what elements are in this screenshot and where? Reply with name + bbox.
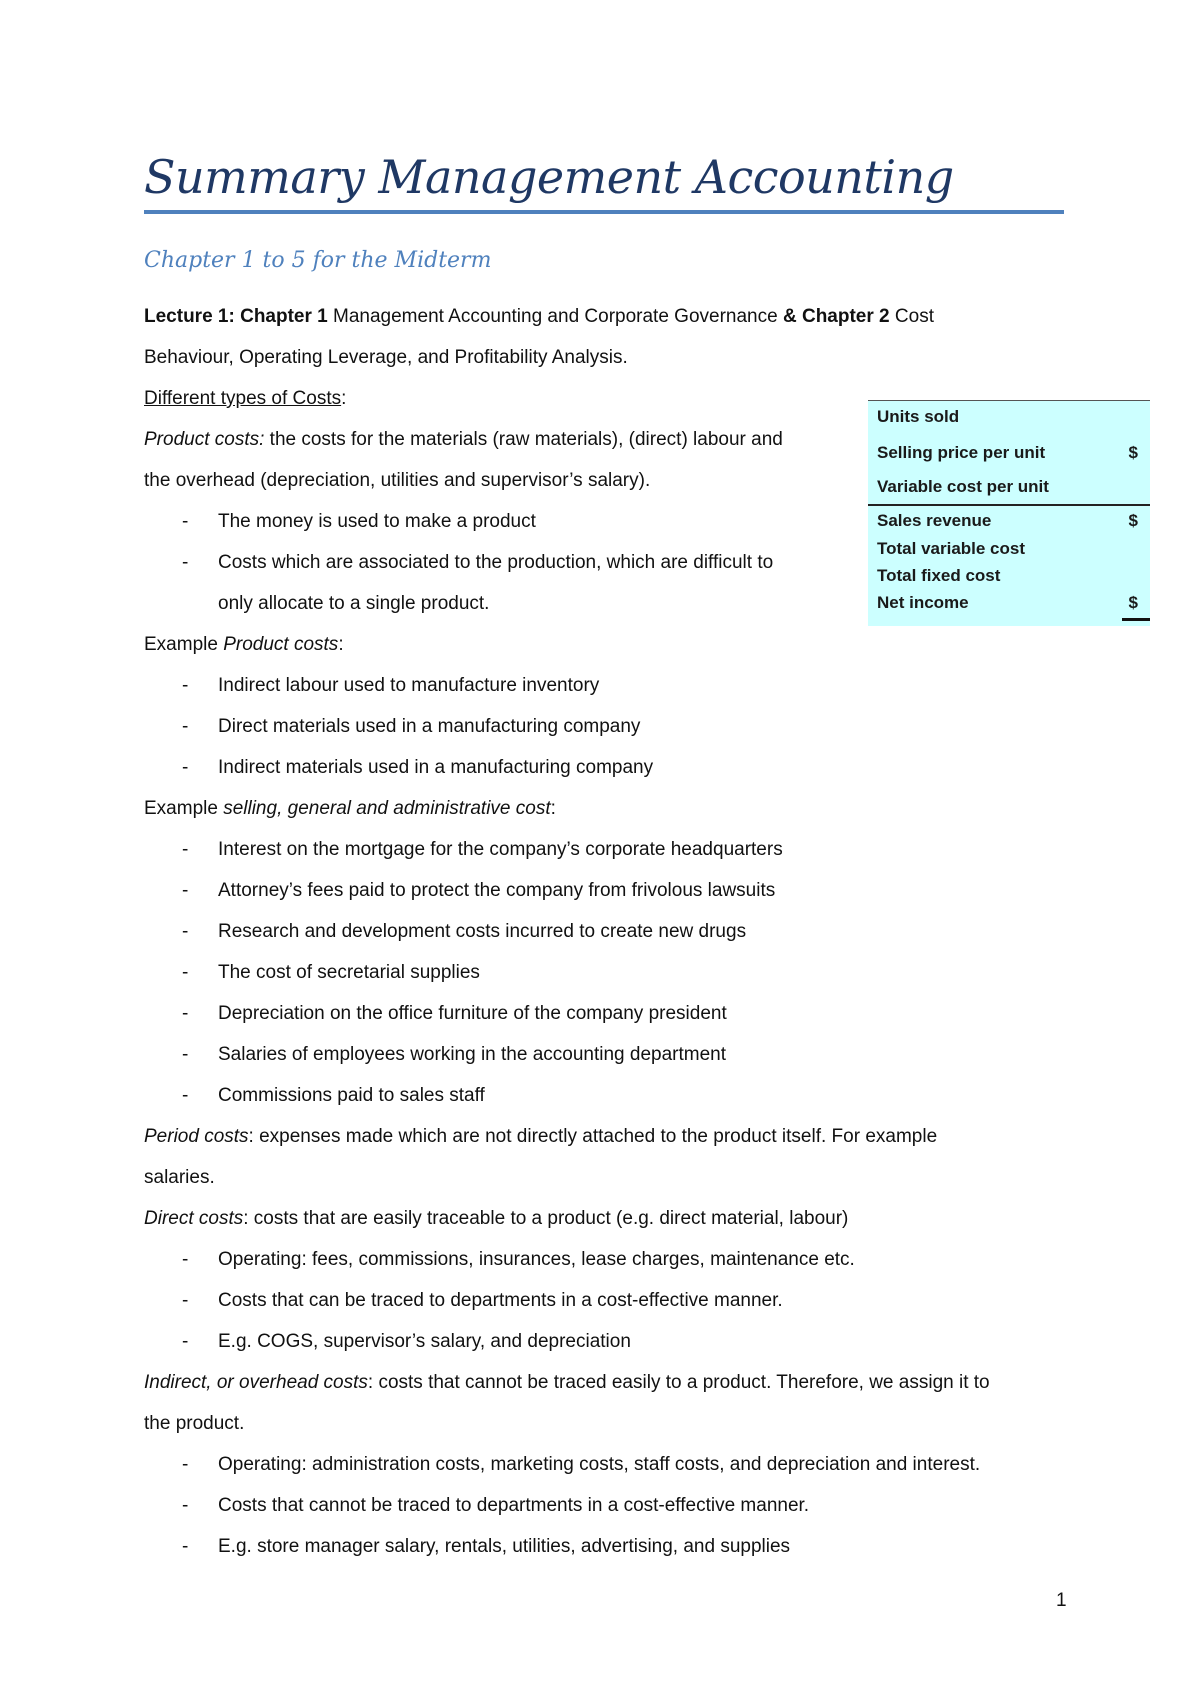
example-prefix: Example [144, 798, 224, 819]
example-product-heading [144, 624, 1074, 665]
list-item-text: Operating: administration costs, marketing costs, staff costs, and depreciation and interest. [218, 1454, 981, 1475]
list-dash: - [182, 1454, 189, 1475]
table-row-value: $ [1128, 593, 1138, 612]
list-item [144, 1239, 1074, 1280]
list-item [144, 1321, 1074, 1362]
list-dash: - [182, 1044, 189, 1065]
list-item-text: Research and development costs incurred to create new drugs [218, 921, 747, 942]
types-heading: Different types of Costs: [144, 388, 347, 409]
example-suffix: : [338, 634, 344, 655]
list-dash: - [182, 1003, 189, 1024]
list-item-text: Attorney’s fees paid to protect the company from frivolous lawsuits [218, 880, 776, 901]
list-dash: - [182, 921, 189, 942]
table-row-label: Selling price per unit [877, 443, 1046, 462]
table-row [877, 404, 1141, 430]
table-row [877, 440, 1141, 466]
list-item-text: The money is used to make a product [218, 511, 536, 532]
period-costs-line1 [144, 1116, 1074, 1157]
list-item [144, 1075, 1074, 1116]
example-product-term: Product costs [223, 634, 339, 655]
list-item [144, 1526, 1074, 1567]
list-item [144, 993, 1074, 1034]
table-row-label: Units sold [877, 407, 960, 426]
net-income-double-underline [1122, 618, 1150, 621]
table-row-value: $ [1128, 443, 1138, 462]
product-costs-def-line2: the overhead (depreciation, utilities and supervisor’s salary). [144, 470, 651, 491]
list-dash: - [182, 675, 189, 696]
example-suffix: : [550, 798, 556, 819]
list-item-text: Commissions paid to sales staff [218, 1085, 485, 1106]
list-dash: - [182, 716, 189, 737]
list-dash: - [182, 1331, 189, 1352]
list-item-text: Costs which are associated to the production, which are difficult to [218, 552, 774, 573]
list-item [144, 870, 1074, 911]
page-number: 1 [1056, 1590, 1067, 1611]
ampersand: & [782, 306, 797, 327]
lecture-heading-line2: Behaviour, Operating Leverage, and Profitability Analysis. [144, 347, 628, 368]
product-costs-def-line1 [144, 419, 844, 460]
types-heading-text: Different types of Costs [144, 388, 342, 409]
list-dash: - [182, 839, 189, 860]
list-item [144, 829, 1074, 870]
direct-costs-term: Direct costs [144, 1208, 244, 1229]
list-item [144, 1485, 1074, 1526]
list-item-text: Direct materials used in a manufacturing company [218, 716, 641, 737]
list-item [144, 501, 918, 542]
list-item [144, 952, 1074, 993]
period-costs-def-text1: : expenses made which are not directly attached to the product itself. For example [248, 1126, 938, 1147]
lecture-heading-line1 [144, 296, 1074, 337]
list-item [144, 1280, 1074, 1321]
list-dash: - [182, 1536, 189, 1557]
period-costs-term: Period costs [144, 1126, 249, 1147]
list-item-text: Depreciation on the office furniture of the company president [218, 1003, 727, 1024]
list-item-text: Indirect materials used in a manufacturing company [218, 757, 654, 778]
list-item [144, 747, 1074, 788]
list-dash: - [182, 552, 189, 573]
example-prefix: Example [144, 634, 224, 655]
table-row [877, 536, 1141, 562]
product-costs-term: Product costs: [144, 429, 265, 450]
list-item-text: E.g. store manager salary, rentals, utilities, advertising, and supplies [218, 1536, 791, 1557]
list-item [144, 706, 1074, 747]
list-item-text: Indirect labour used to manufacture inventory [218, 675, 600, 696]
chapter2-label: Chapter 2 [796, 306, 890, 327]
period-costs-line2: salaries. [144, 1167, 215, 1188]
product-costs-def-text1: the costs for the materials (raw materials), (direct) labour and [264, 429, 783, 450]
chapter2-title-part1: Cost [889, 306, 934, 327]
example-sga-heading [144, 788, 1074, 829]
list-dash: - [182, 880, 189, 901]
title-underline [144, 210, 1064, 214]
table-row-label: Net income [877, 593, 969, 612]
indirect-costs-def-text1: : costs that cannot be traced easily to a product. Therefore, we assign it to [367, 1372, 990, 1393]
document-title: Summary Management Accounting [144, 150, 954, 204]
table-row-label: Variable cost per unit [877, 477, 1049, 496]
list-item-continuation: only allocate to a single product. [218, 593, 490, 614]
chapter1-title: Management Accounting and Corporate Governance [327, 306, 783, 327]
table-row-value: $ [1128, 511, 1138, 530]
list-item [144, 1034, 1074, 1075]
direct-costs-def: : costs that are easily traceable to a product (e.g. direct material, labour) [243, 1208, 849, 1229]
list-item [144, 542, 918, 583]
table-row-label: Total variable cost [877, 539, 1026, 558]
table-row-label: Total fixed cost [877, 566, 1001, 585]
list-dash: - [182, 962, 189, 983]
list-dash: - [182, 1249, 189, 1270]
list-item-text: Costs that cannot be traced to departments in a cost-effective manner. [218, 1495, 810, 1516]
list-item [144, 1444, 1074, 1485]
list-item-text: Operating: fees, commissions, insurances, lease charges, maintenance etc. [218, 1249, 855, 1270]
chapter1-label: Chapter 1 [240, 306, 328, 327]
indirect-costs-line2: the product. [144, 1413, 245, 1434]
table-row-label: Sales revenue [877, 511, 992, 530]
list-item-text: Costs that can be traced to departments in a cost-effective manner. [218, 1290, 783, 1311]
lecture-label: Lecture 1: [144, 306, 235, 327]
table-top-rule [868, 400, 1150, 401]
table-row [877, 474, 1141, 500]
list-item-text: The cost of secretarial supplies [218, 962, 480, 983]
list-item-text: Salaries of employees working in the accounting department [218, 1044, 727, 1065]
document-subtitle: Chapter 1 to 5 for the Midterm [144, 248, 492, 273]
table-row [877, 508, 1141, 534]
indirect-costs-term: Indirect, or overhead costs [144, 1372, 368, 1393]
list-dash: - [182, 1290, 189, 1311]
list-item-text: Interest on the mortgage for the company’s corporate headquarters [218, 839, 783, 860]
table-row [877, 563, 1141, 589]
list-dash: - [182, 511, 189, 532]
cost-table [868, 400, 1150, 626]
list-dash: - [182, 1495, 189, 1516]
table-row [877, 590, 1141, 616]
list-dash: - [182, 1085, 189, 1106]
direct-costs-line [144, 1198, 1074, 1239]
list-item [144, 665, 1074, 706]
table-mid-rule [868, 504, 1150, 506]
list-item [144, 911, 1074, 952]
example-sga-term: selling, general and administrative cost [223, 798, 551, 819]
list-item-text: E.g. COGS, supervisor’s salary, and depreciation [218, 1331, 631, 1352]
list-dash: - [182, 757, 189, 778]
indirect-costs-line1 [144, 1362, 1074, 1403]
